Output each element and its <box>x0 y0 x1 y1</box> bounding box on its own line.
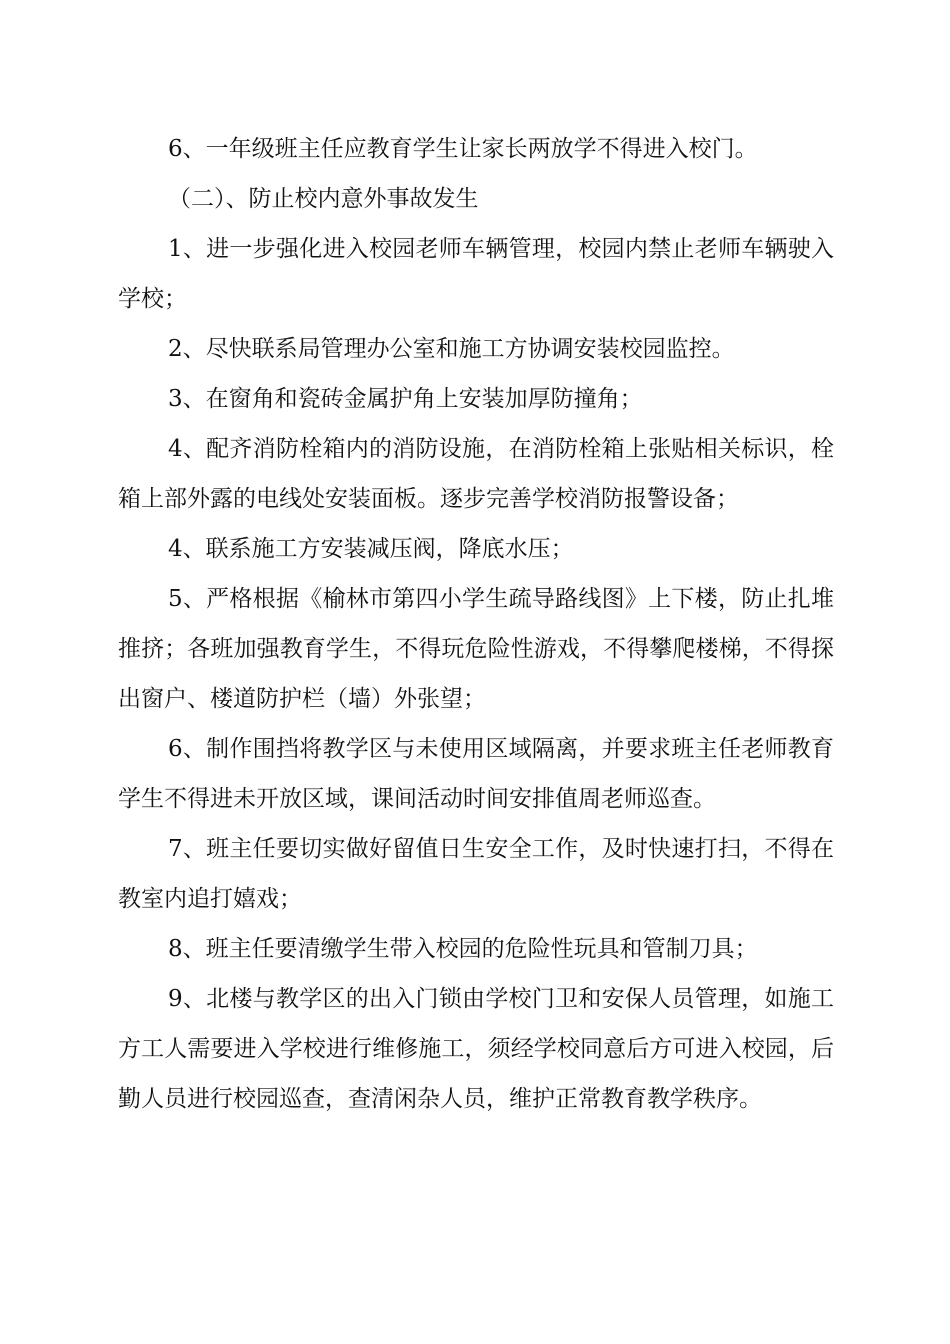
paragraph-item-2-monitoring: 2、尽快联系局管理办公室和施工方协调安装校园监控。 <box>168 336 735 362</box>
paragraph-item-6-parents: 6、一年级班主任应教育学生让家长两放学不得进入校门。 <box>168 136 758 162</box>
paragraph-item-4-pressure-valve: 4、联系施工方安装减压阀，降底水压； <box>168 536 574 562</box>
paragraph-item-1-vehicles: 1、进一步强化进入校园老师车辆管理，校园内禁止老师车辆驶入学校； <box>118 236 834 312</box>
section-heading-accident-prevention: （二）、防止校内意外事故发生 <box>168 186 479 212</box>
paragraph-item-6-barriers: 6、制作围挡将教学区与未使用区域隔离，并要求班主任老师教育学生不得进未开放区域，课间活动时间安排值周老师巡查。 <box>118 736 834 812</box>
paragraph-item-8-dangerous-toys: 8、班主任要清缴学生带入校园的危险性玩具和管制刀具； <box>168 936 758 962</box>
paragraph-item-3-corner-guards: 3、在窗角和瓷砖金属护角上安装加厚防撞角； <box>168 386 643 412</box>
paragraph-item-5-stairs: 5、严格根据《榆林市第四小学生疏导路线图》上下楼，防止扎堆推挤；各班加强教育学生，不得玩危险性游戏，不得攀爬楼梯，不得探出窗户、楼道防护栏（墙）外张望； <box>118 586 834 712</box>
paragraph-item-9-door-locks: 9、北楼与教学区的出入门锁由学校门卫和安保人员管理，如施工方工人需要进入学校进行维修施工，须经学校同意后方可进入校园，后勤人员进行校园巡查，查清闲杂人员，维护正常教育教学秩序。 <box>118 986 834 1112</box>
paragraph-item-4-fire-hydrant: 4、配齐消防栓箱内的消防设施，在消防栓箱上张贴相关标识，栓箱上部外露的电线处安装面板。逐步完善学校消防报警设备； <box>118 436 834 512</box>
paragraph-item-7-duty-students: 7、班主任要切实做好留值日生安全工作，及时快速打扫，不得在教室内追打嬉戏； <box>118 836 834 912</box>
document-body <box>118 124 834 1124</box>
